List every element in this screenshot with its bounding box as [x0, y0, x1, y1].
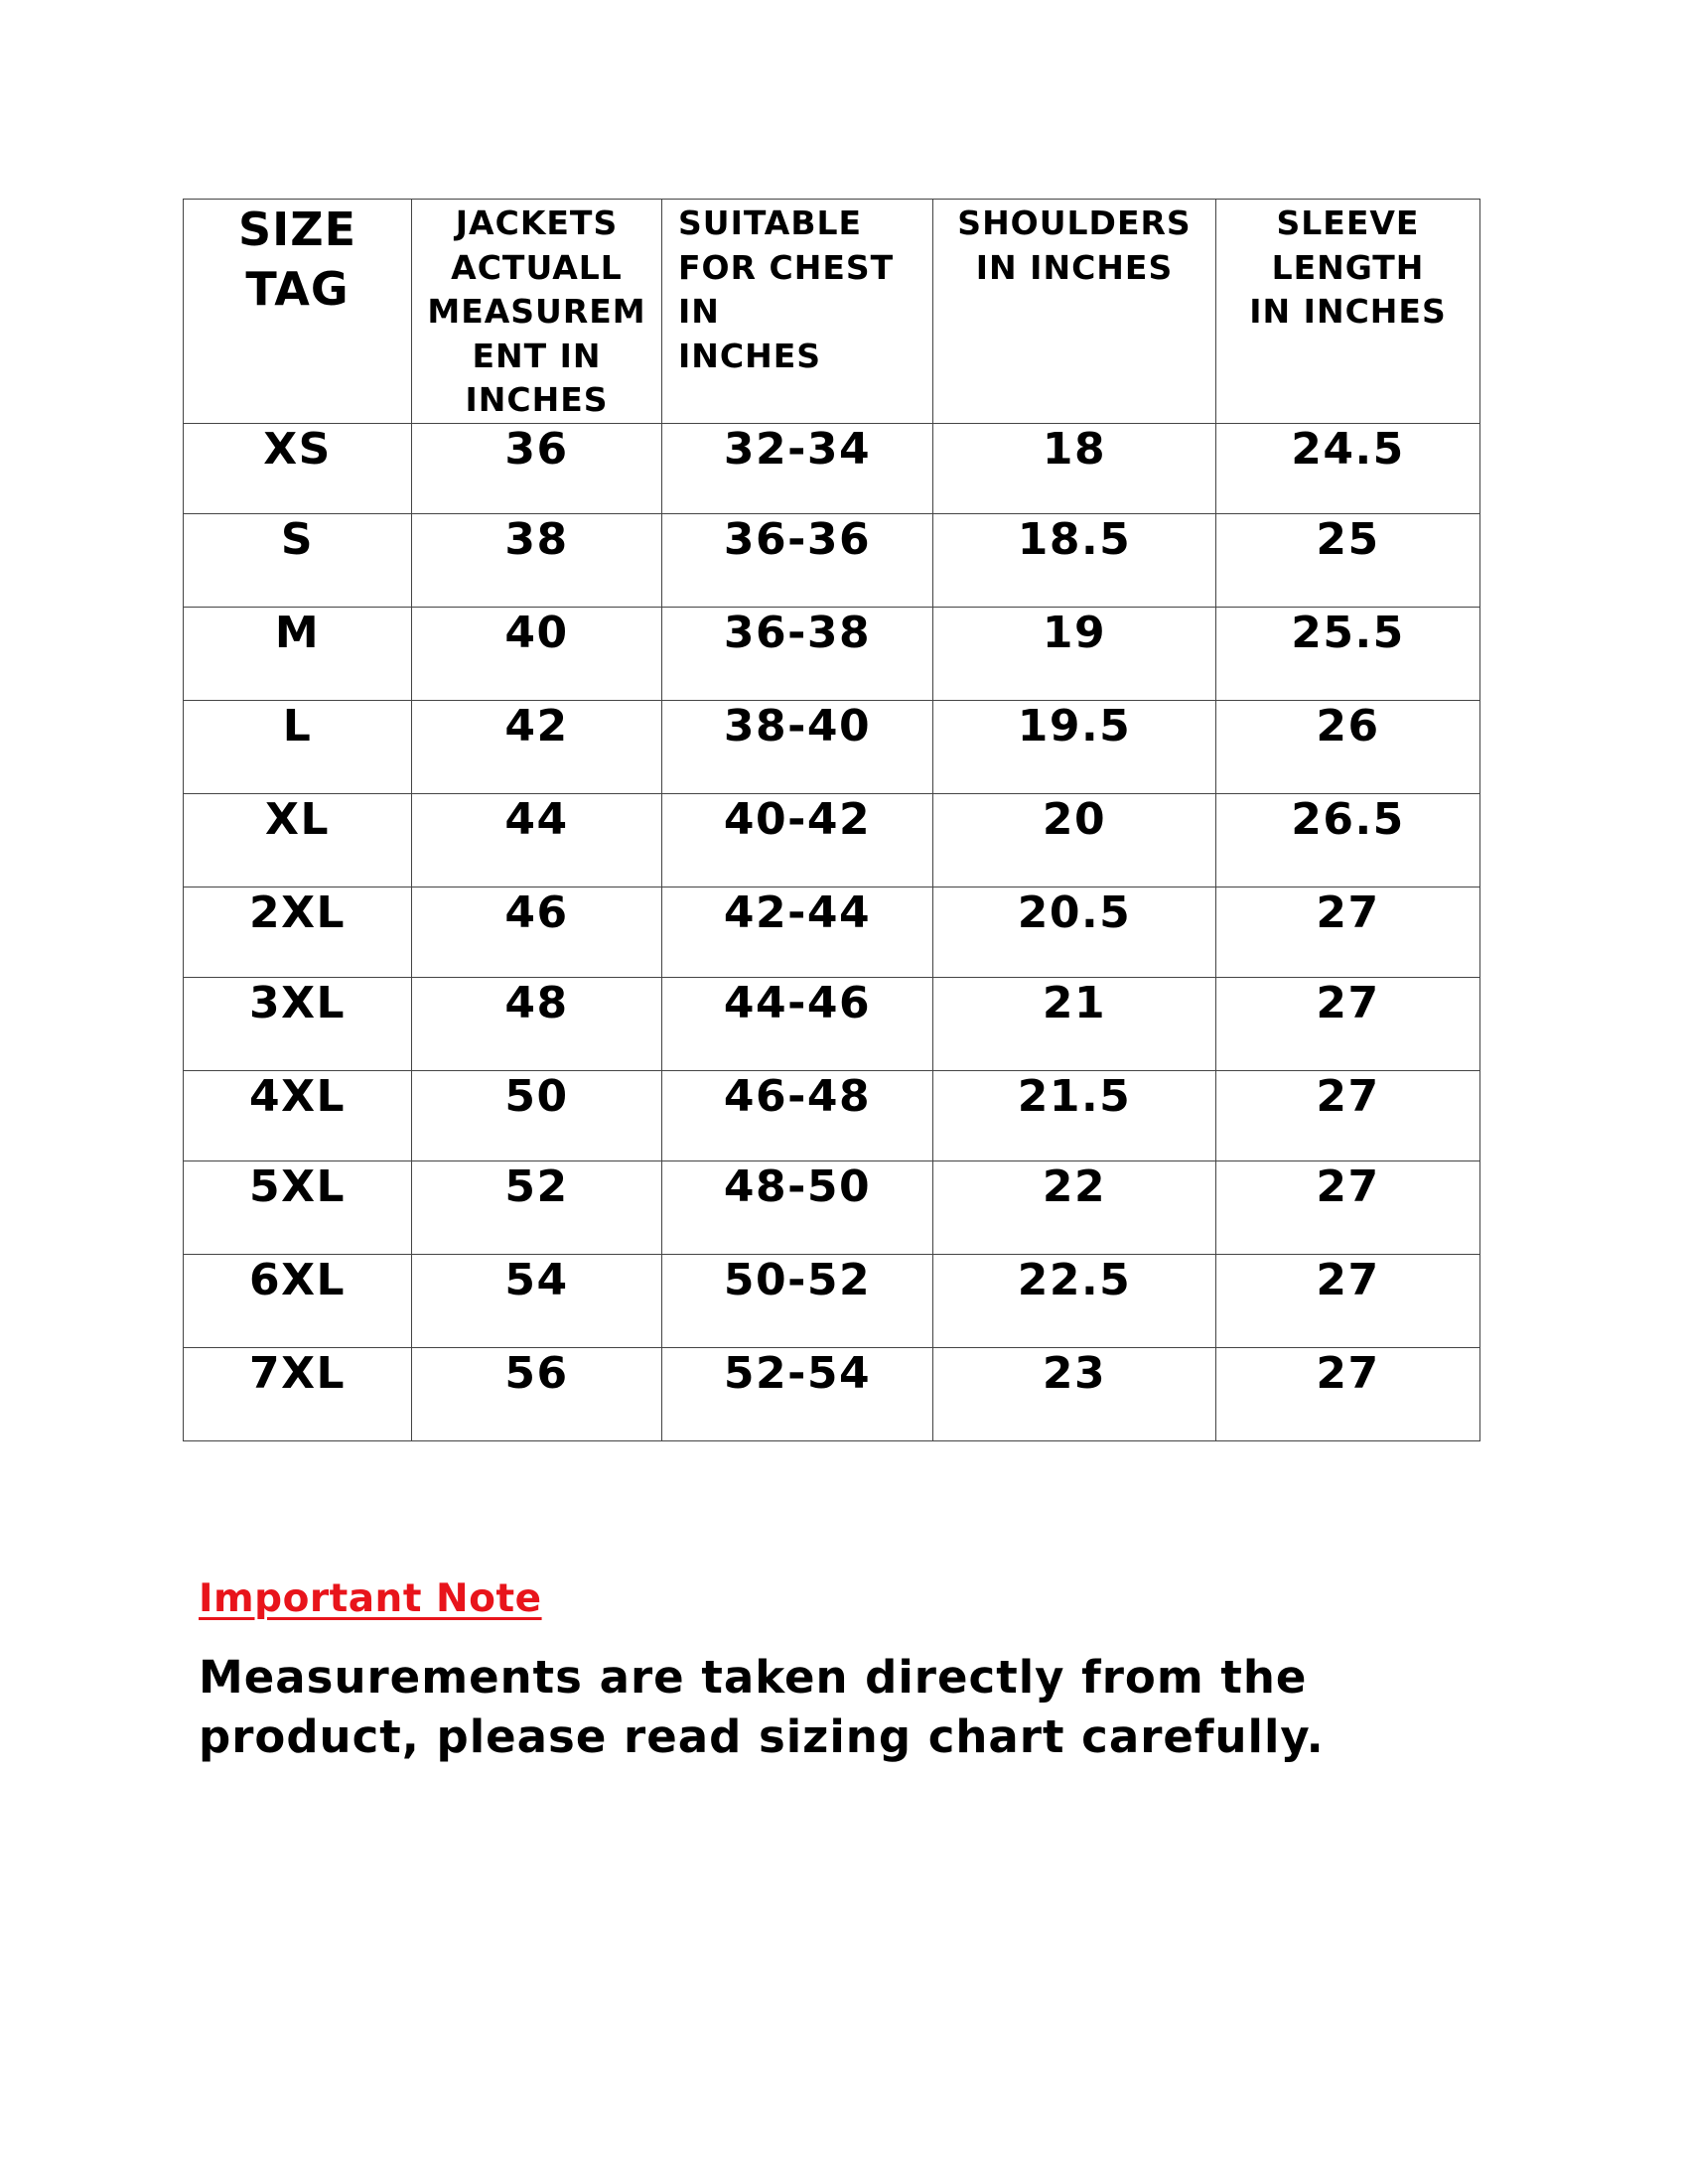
jacket-measurement-cell: 54: [412, 1254, 662, 1347]
header-sleeve-length: SLEEVE LENGTH IN INCHES: [1216, 200, 1480, 424]
size-tag-cell: M: [184, 607, 412, 700]
important-note-heading: Important Note: [199, 1576, 542, 1621]
size-tag-cell: 3XL: [184, 977, 412, 1070]
chest-range-cell: 52-54: [662, 1347, 933, 1440]
sleeve-length-cell: 24.5: [1216, 423, 1480, 513]
shoulders-cell: 21.5: [933, 1070, 1216, 1160]
shoulders-cell: 18: [933, 423, 1216, 513]
table-row: [184, 423, 1480, 513]
table-row: [184, 887, 1480, 977]
shoulders-cell: 20: [933, 793, 1216, 887]
sleeve-length-cell: 25.5: [1216, 607, 1480, 700]
table-row: [184, 1254, 1480, 1347]
jacket-measurement-cell: 56: [412, 1347, 662, 1440]
jacket-measurement-cell: 38: [412, 513, 662, 607]
shoulders-cell: 23: [933, 1347, 1216, 1440]
size-tag-cell: 5XL: [184, 1160, 412, 1254]
size-tag-cell: 4XL: [184, 1070, 412, 1160]
jacket-measurement-cell: 44: [412, 793, 662, 887]
jacket-measurement-cell: 50: [412, 1070, 662, 1160]
chest-range-cell: 46-48: [662, 1070, 933, 1160]
header-shoulders: SHOULDERS IN INCHES: [933, 200, 1216, 424]
size-tag-cell: XS: [184, 423, 412, 513]
size-tag-cell: S: [184, 513, 412, 607]
sleeve-length-cell: 27: [1216, 1347, 1480, 1440]
chest-range-cell: 48-50: [662, 1160, 933, 1254]
sleeve-length-cell: 25: [1216, 513, 1480, 607]
jacket-measurement-cell: 52: [412, 1160, 662, 1254]
size-tag-cell: 7XL: [184, 1347, 412, 1440]
header-jacket-measurement: JACKETS ACTUALL MEASUREM ENT IN INCHES: [412, 200, 662, 424]
table-row: [184, 513, 1480, 607]
size-tag-cell: L: [184, 700, 412, 793]
table-row: [184, 700, 1480, 793]
sleeve-length-cell: 26: [1216, 700, 1480, 793]
table-row: [184, 607, 1480, 700]
header-suitable-chest: SUITABLE FOR CHEST IN INCHES: [662, 200, 933, 424]
table-row: [184, 977, 1480, 1070]
shoulders-cell: 19: [933, 607, 1216, 700]
important-note-body: Measurements are taken directly from the product, please read sizing chart carefully.: [199, 1651, 1325, 1763]
chest-range-cell: 36-38: [662, 607, 933, 700]
table-row: [184, 1347, 1480, 1440]
chest-range-cell: 32-34: [662, 423, 933, 513]
sleeve-length-cell: 27: [1216, 1160, 1480, 1254]
size-tag-cell: 2XL: [184, 887, 412, 977]
shoulders-cell: 22: [933, 1160, 1216, 1254]
table-row: [184, 1160, 1480, 1254]
table-header-row: [184, 200, 1480, 424]
chest-range-cell: 50-52: [662, 1254, 933, 1347]
chest-range-cell: 36-36: [662, 513, 933, 607]
shoulders-cell: 22.5: [933, 1254, 1216, 1347]
chest-range-cell: 44-46: [662, 977, 933, 1070]
sleeve-length-cell: 27: [1216, 977, 1480, 1070]
chest-range-cell: 38-40: [662, 700, 933, 793]
shoulders-cell: 18.5: [933, 513, 1216, 607]
sleeve-length-cell: 26.5: [1216, 793, 1480, 887]
chest-range-cell: 40-42: [662, 793, 933, 887]
jacket-measurement-cell: 48: [412, 977, 662, 1070]
sleeve-length-cell: 27: [1216, 1254, 1480, 1347]
shoulders-cell: 21: [933, 977, 1216, 1070]
table-row: [184, 1070, 1480, 1160]
jacket-measurement-cell: 40: [412, 607, 662, 700]
jacket-measurement-cell: 36: [412, 423, 662, 513]
table-row: [184, 793, 1480, 887]
size-chart-table: [183, 199, 1480, 1441]
header-size-tag: SIZE TAG: [184, 200, 412, 424]
shoulders-cell: 20.5: [933, 887, 1216, 977]
chest-range-cell: 42-44: [662, 887, 933, 977]
size-tag-cell: 6XL: [184, 1254, 412, 1347]
jacket-measurement-cell: 42: [412, 700, 662, 793]
sleeve-length-cell: 27: [1216, 887, 1480, 977]
sleeve-length-cell: 27: [1216, 1070, 1480, 1160]
shoulders-cell: 19.5: [933, 700, 1216, 793]
size-tag-cell: XL: [184, 793, 412, 887]
jacket-measurement-cell: 46: [412, 887, 662, 977]
